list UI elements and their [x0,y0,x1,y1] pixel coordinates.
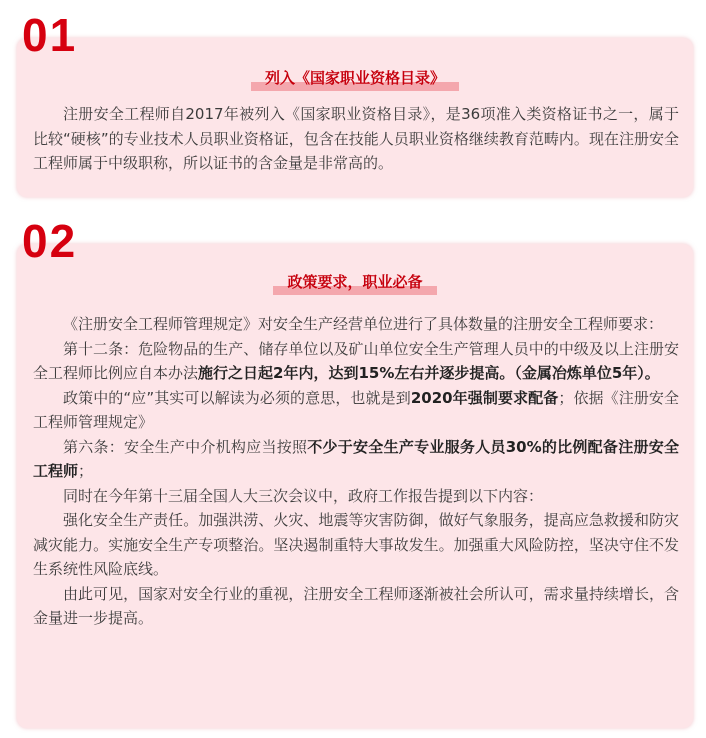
paragraph [33,337,679,386]
paragraph: 《注册安全工程师管理规定》对安全生产经营单位进行了具体数量的注册安全工程师要求： [63,315,664,333]
section-number-01: 01 [22,9,78,61]
text: 第十二条：危险物品的生产、储存单位以及矿山单位安全生产管理人员中的中级及以上注册安全工程师比例应自本办法 [33,339,679,382]
section-body [33,312,679,631]
emphasis: 施行之日起2年内，达到15%左右并逐步提高。（金属冶炼单位5年）。 [198,364,660,382]
section-body [33,102,679,176]
text: 第六条：安全生产中介机构应当按照 [63,437,308,456]
paragraph: 同时在今年第十三届全国人大三次会议中，政府工作报告提到以下内容： [63,486,544,505]
emphasis: 2020年强制要求配备 [410,388,559,407]
paragraph [33,435,679,484]
paragraph: 由此可见，国家对安全行业的重视，注册安全工程师逐渐被社会所认可，需求量持续增长，含金量进一步提高。 [33,584,679,627]
paragraph: 强化安全生产责任。加强洪涝、火灾、地震等灾害防御，做好气象服务，提高应急救援和防灾减灾能力。实施安全生产专项整治。坚决遏制重特大事故发生。加强重大风险防控，坚决守住不发生系统性风险底线。 [33,511,679,578]
section-card-1 [17,38,693,197]
paragraph: 注册安全工程师自2017年被列入《国家职业资格目录》，是36项准入类资格证书之一，属于比较“硬核”的专业技术人员职业资格证，包含在技能人员职业资格继续教育范畴内。现在注册安全工程师属于中级职称，所以证书的含金量是非常高的。 [33,105,679,172]
text: ； [78,462,94,480]
text: ；依据《注册安全工程师管理规定》 [33,388,680,431]
emphasis: 不少于安全生产专业服务人员30%的比例配备注册安全工程师 [33,437,679,480]
section-heading: 政策要求，职业必备 [273,272,436,292]
paragraph [33,386,679,435]
section-card-2 [17,244,693,728]
section-heading: 列入《国家职业资格目录》 [251,68,459,88]
text: 政策中的“应”其实可以解读为必须的意思，也就是到 [63,388,411,407]
section-number-02: 02 [22,215,78,267]
heading-row [17,68,693,88]
heading-row [17,272,693,292]
